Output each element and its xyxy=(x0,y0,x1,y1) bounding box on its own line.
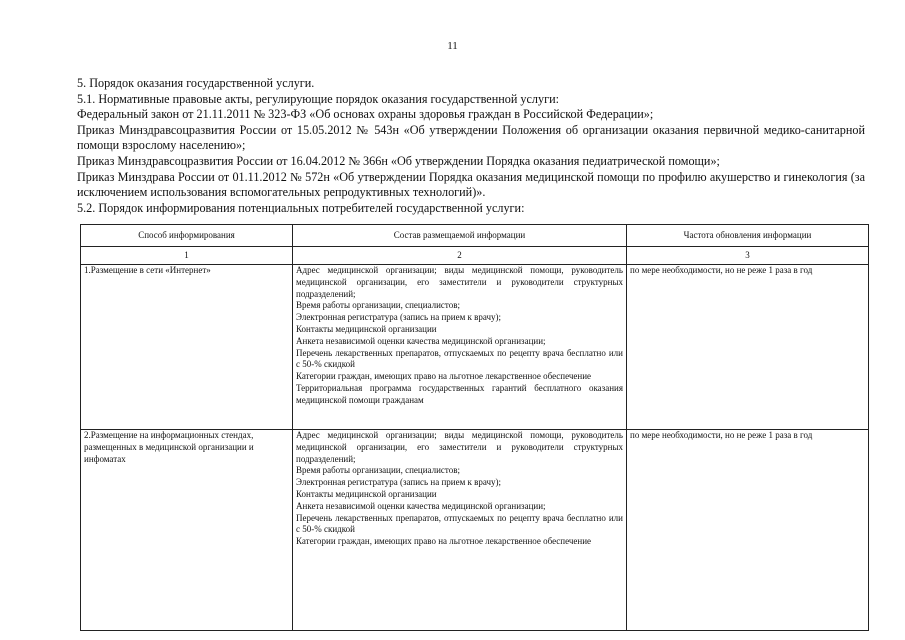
legal-act-order-366n: Приказ Минздравсоцразвития России от 16.04.2012 № 366н «Об утверждении Порядка оказания педиатрической помощи»; xyxy=(77,153,720,168)
content-line: Перечень лекарственных препаратов, отпускаемых по рецепту врача бесплатно или с 50-% скидкой xyxy=(296,347,623,370)
content-line: Время работы организации, специалистов; xyxy=(296,465,460,476)
content-line: Перечень лекарственных препаратов, отпускаемых по рецепту врача бесплатно или с 50-% скидкой xyxy=(296,512,623,535)
informing-method: 2.Размещение на информационных стендах, размещенных в медицинской организации и инфоматах xyxy=(81,430,293,631)
content-line: Анкета независимой оценки качества медицинской организации; xyxy=(296,335,546,346)
table-row xyxy=(81,430,869,631)
content-line: Контакты медицинской организации xyxy=(296,488,437,499)
content-line: Электронная регистратура (запись на прием к врачу); xyxy=(296,312,502,323)
subsection-heading-informing: 5.2. Порядок информирования потенциальных потребителей государственной услуги: xyxy=(77,200,525,215)
content-line: Анкета независимой оценки качества медицинской организации; xyxy=(296,500,546,511)
informing-method: 1.Размещение в сети «Интернет» xyxy=(81,265,293,430)
information-content xyxy=(293,265,627,430)
update-frequency: по мере необходимости, но не реже 1 раза в год xyxy=(627,265,869,430)
page-number: 11 xyxy=(447,40,458,52)
column-number-row xyxy=(81,247,869,265)
document-body xyxy=(77,76,865,216)
column-number: 1 xyxy=(81,247,293,265)
informing-table xyxy=(80,224,869,631)
legal-act-federal-law: Федеральный закон от 21.11.2011 № 323-ФЗ «Об основах охраны здоровья граждан в Российской Федерации»; xyxy=(77,107,654,122)
content-line: Категории граждан, имеющих право на льготное лекарственное обеспечение xyxy=(296,371,592,382)
legal-act-order-572n: Приказ Минздрава России от 01.11.2012 № 572н «Об утверждении Порядка оказания медицинской помощи по профилю акушерство и гинекология (за исключением использования вспомогательных репродуктивных технологий)». xyxy=(77,169,865,200)
legal-act-order-543n: Приказ Минздравсоцразвития России от 15.05.2012 № 543н «Об утверждении Положения об организации оказания первичной медико-санитарной помощи взрослому населению»; xyxy=(77,122,865,153)
subsection-heading: 5.1. Нормативные правовые акты, регулирующие порядок оказания государственной услуги: xyxy=(77,91,559,106)
content-line: Время работы организации, специалистов; xyxy=(296,300,460,311)
content-line: Категории граждан, имеющих право на льготное лекарственное обеспечение xyxy=(296,536,592,547)
column-number: 3 xyxy=(627,247,869,265)
column-header: Способ информирования xyxy=(81,225,293,247)
column-header: Состав размещаемой информации xyxy=(293,225,627,247)
content-line: Электронная регистратура (запись на прием к врачу); xyxy=(296,477,502,488)
information-content xyxy=(293,430,627,631)
table-row xyxy=(81,265,869,430)
update-frequency: по мере необходимости, но не реже 1 раза в год xyxy=(627,430,869,631)
content-line: Адрес медицинской организации; виды медицинской помощи, руководитель медицинской организации, его заместители и руководители структурных подразделений; xyxy=(296,430,623,464)
content-line: Адрес медицинской организации; виды медицинской помощи, руководитель медицинской организации, его заместители и руководители структурных подразделений; xyxy=(296,265,623,299)
table-header-row xyxy=(81,225,869,247)
content-line: Контакты медицинской организации xyxy=(296,323,437,334)
column-number: 2 xyxy=(293,247,627,265)
column-header: Частота обновления информации xyxy=(627,225,869,247)
content-line: Территориальная программа государственных гарантий бесплатного оказания медицинской помощи гражданам xyxy=(296,382,623,405)
section-heading: 5. Порядок оказания государственной услуги. xyxy=(77,76,315,90)
